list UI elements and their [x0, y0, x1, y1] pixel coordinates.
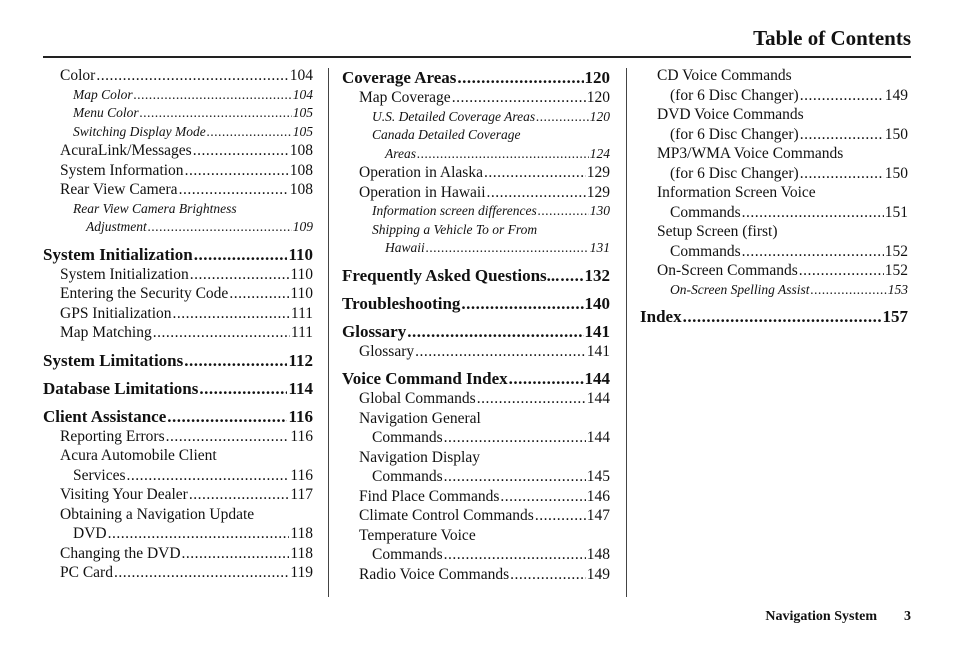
toc-entry-title: Areas — [385, 145, 416, 161]
toc-entry-title: Setup Screen (first) — [657, 223, 778, 240]
dot-leader — [173, 304, 290, 324]
dot-leader — [415, 342, 586, 362]
toc-entry[interactable] — [43, 141, 313, 161]
toc-heading[interactable] — [640, 307, 908, 327]
dot-leader — [184, 351, 287, 371]
dot-leader — [185, 161, 289, 181]
toc-entry-title: Coverage Areas — [342, 68, 457, 87]
toc-heading[interactable] — [43, 351, 313, 371]
toc-entry[interactable] — [640, 281, 908, 300]
toc-entry-page: 117 — [290, 486, 313, 503]
toc-entry-page: 149 — [884, 86, 908, 104]
dot-leader — [194, 245, 288, 265]
toc-entry-page: 114 — [288, 378, 313, 398]
toc-entry[interactable] — [342, 145, 610, 164]
toc-entry-title: Adjustment — [86, 219, 147, 234]
toc-entry[interactable] — [342, 342, 610, 362]
dot-leader — [457, 68, 583, 88]
toc-entry-title: GPS Initialization — [60, 304, 172, 322]
toc-entry[interactable] — [43, 218, 313, 237]
toc-entry-page: 152 — [884, 242, 908, 260]
toc-entry[interactable] — [342, 88, 610, 108]
toc-entry-page: 144 — [584, 369, 610, 388]
toc-entry[interactable] — [342, 108, 610, 127]
dot-leader — [509, 369, 584, 389]
toc-entry-page: 104 — [289, 67, 313, 84]
dot-leader — [193, 141, 289, 161]
toc-entry-page: 111 — [290, 324, 313, 341]
dot-leader — [742, 242, 884, 262]
page-title: Table of Contents — [753, 26, 911, 50]
dot-leader — [179, 180, 289, 200]
toc-entry-page: 110 — [290, 285, 313, 302]
toc-entry[interactable] — [640, 125, 908, 145]
dot-leader — [444, 545, 586, 565]
dot-leader — [140, 104, 292, 123]
toc-entry-page: 116 — [288, 406, 313, 426]
toc-entry-page: 118 — [290, 544, 313, 562]
toc-entry-title: Frequently Asked Questions... — [342, 265, 560, 285]
dot-leader — [229, 284, 289, 304]
toc-entry-title: Information Screen Voice — [657, 184, 816, 201]
toc-entry-title: Color — [60, 67, 96, 84]
toc-entry-title: AcuraLink/Messages — [60, 142, 192, 159]
toc-entry-title: Commands — [670, 242, 741, 260]
toc-entry-title: Commands — [372, 429, 443, 446]
toc-entry-page: 147 — [586, 507, 610, 524]
toc-entry-title: Rear View Camera Brightness — [73, 200, 237, 216]
toc-heading[interactable] — [43, 379, 313, 399]
toc-entry-page: 108 — [289, 181, 313, 198]
dot-leader — [148, 218, 292, 237]
toc-entry-title: Reporting Errors — [60, 427, 165, 445]
toc-entry-page: 120 — [584, 68, 610, 87]
toc-entry[interactable] — [342, 448, 610, 468]
toc-column-1 — [43, 66, 313, 583]
toc-entry-page: 129 — [586, 183, 610, 201]
toc-entry-title: Voice Command Index — [342, 369, 508, 388]
dot-leader — [189, 485, 290, 505]
toc-entry-page: 129 — [586, 164, 610, 181]
toc-entry[interactable] — [43, 265, 313, 285]
toc-heading[interactable] — [342, 294, 610, 314]
toc-entry-page: 108 — [289, 142, 313, 159]
dot-leader — [800, 86, 884, 106]
toc-entry[interactable] — [640, 242, 908, 262]
toc-entry-title: Rear View Camera — [60, 181, 178, 198]
toc-entry[interactable] — [342, 526, 610, 546]
toc-entry[interactable] — [43, 284, 313, 304]
toc-entry-title: PC Card — [60, 564, 113, 581]
dot-leader — [487, 183, 586, 203]
toc-entry[interactable] — [342, 467, 610, 487]
toc-entry[interactable] — [43, 427, 313, 447]
toc-entry[interactable] — [342, 183, 610, 203]
toc-entry[interactable] — [342, 565, 610, 585]
dot-leader — [426, 239, 589, 258]
page-footer — [765, 609, 911, 625]
toc-entry-page: 110 — [290, 265, 313, 283]
toc-entry-title: (for 6 Disc Changer) — [670, 125, 799, 143]
toc-entry-page: 148 — [586, 546, 610, 563]
toc-entry-title: Hawaii — [385, 240, 425, 255]
dot-leader — [166, 427, 290, 447]
dot-leader — [407, 322, 583, 342]
toc-entry[interactable] — [342, 163, 610, 183]
toc-entry-page: 144 — [586, 429, 610, 446]
toc-entry-title: DVD — [73, 525, 107, 542]
toc-entry[interactable] — [43, 66, 313, 86]
toc-entry-title: Database Limitations — [43, 378, 199, 398]
toc-entry[interactable] — [342, 221, 610, 240]
dot-leader — [134, 86, 292, 105]
toc-entry-title: U.S. Detailed Coverage Areas — [372, 108, 536, 124]
toc-entry-title: Index — [640, 307, 682, 326]
dot-leader — [560, 266, 583, 286]
page-number: 3 — [904, 609, 911, 624]
toc-entry-page: 132 — [584, 265, 610, 285]
toc-entry[interactable] — [342, 545, 610, 565]
toc-entry[interactable] — [342, 239, 610, 258]
toc-entry[interactable] — [43, 180, 313, 200]
toc-entry[interactable] — [43, 446, 313, 466]
toc-entry-page: 110 — [288, 244, 313, 264]
toc-entry-page: 150 — [884, 125, 908, 143]
toc-entry[interactable] — [640, 183, 908, 203]
toc-entry-page: 116 — [290, 427, 313, 445]
toc-entry-title: Acura Automobile Client — [60, 447, 217, 464]
column-divider-right — [626, 68, 627, 597]
toc-entry[interactable] — [640, 164, 908, 184]
toc-entry[interactable] — [43, 200, 313, 219]
toc-entry[interactable] — [43, 466, 313, 486]
dot-leader — [536, 108, 589, 127]
toc-entry-title: (for 6 Disc Changer) — [670, 164, 799, 182]
toc-entry[interactable] — [43, 86, 313, 105]
toc-entry-title: On-Screen Spelling Assist — [670, 281, 810, 297]
toc-entry-title: On-Screen Commands — [657, 262, 798, 279]
dot-leader — [510, 565, 586, 585]
toc-entry-title: Menu Color — [73, 105, 139, 120]
toc-entry[interactable] — [342, 506, 610, 526]
toc-entry-page: 141 — [586, 342, 610, 360]
toc-entry-title: Client Assistance — [43, 406, 167, 426]
toc-entry[interactable] — [342, 126, 610, 145]
dot-leader — [538, 202, 589, 221]
dot-leader — [207, 123, 292, 142]
toc-entry-title: Climate Control Commands — [359, 507, 534, 524]
dot-leader — [167, 407, 287, 427]
dot-leader — [477, 389, 586, 409]
dot-leader — [444, 467, 586, 487]
toc-entry-title: (for 6 Disc Changer) — [670, 86, 799, 104]
toc-entry-title: Temperature Voice — [359, 526, 476, 544]
toc-entry-page: 108 — [289, 161, 313, 179]
dot-leader — [190, 265, 290, 285]
toc-entry-page: 124 — [589, 145, 610, 161]
toc-entry[interactable] — [640, 222, 908, 242]
toc-entry-title: Glossary — [359, 342, 415, 360]
toc-entry[interactable] — [640, 86, 908, 106]
toc-entry-page: 141 — [584, 321, 610, 341]
toc-entry[interactable] — [640, 261, 908, 281]
toc-entry-page: 118 — [290, 525, 313, 542]
dot-leader — [127, 466, 290, 486]
toc-entry-title: Operation in Alaska — [359, 164, 483, 181]
dot-leader — [800, 164, 884, 184]
toc-heading[interactable] — [342, 322, 610, 342]
footer-section-label: Navigation System — [765, 609, 877, 624]
column-divider-left — [328, 68, 329, 597]
toc-heading[interactable] — [43, 245, 313, 265]
toc-entry-page: 105 — [292, 105, 313, 120]
toc-entry-title: Commands — [670, 203, 741, 221]
toc-entry-page: 116 — [290, 466, 313, 484]
dot-leader — [535, 506, 586, 526]
toc-entry-title: Map Matching — [60, 324, 152, 341]
toc-entry-title: Radio Voice Commands — [359, 565, 510, 583]
dot-leader — [484, 163, 586, 183]
toc-entry[interactable] — [43, 123, 313, 142]
toc-entry[interactable] — [43, 524, 313, 544]
toc-entry-title: Canada Detailed Coverage — [372, 127, 521, 142]
toc-entry-title: Map Coverage — [359, 89, 451, 106]
dot-leader — [683, 307, 882, 327]
toc-entry[interactable] — [342, 409, 610, 429]
toc-entry[interactable] — [640, 144, 908, 164]
toc-entry-title: Commands — [372, 546, 443, 563]
dot-leader — [417, 145, 589, 164]
toc-entry-page: 151 — [884, 203, 908, 221]
toc-entry[interactable] — [43, 323, 313, 343]
toc-entry[interactable] — [43, 161, 313, 181]
toc-entry[interactable] — [43, 104, 313, 123]
toc-entry-page: 119 — [290, 564, 313, 581]
toc-heading[interactable] — [342, 369, 610, 389]
toc-entry-page: 130 — [589, 203, 610, 218]
toc-entry-page: 120 — [586, 89, 610, 106]
toc-entry-title: Information screen differences — [372, 203, 537, 218]
toc-entry-title: System Limitations — [43, 350, 184, 370]
toc-entry[interactable] — [640, 105, 908, 125]
toc-entry-page: 149 — [586, 565, 610, 583]
toc-entry-title: MP3/WMA Voice Commands — [657, 145, 844, 162]
toc-entry-page: 152 — [884, 262, 908, 279]
toc-entry-title: Commands — [372, 468, 443, 485]
dot-leader — [444, 428, 586, 448]
dot-leader — [500, 487, 585, 507]
toc-entry-title: CD Voice Commands — [657, 67, 792, 84]
toc-entry-page: 157 — [882, 307, 908, 326]
toc-entry-page: 111 — [290, 304, 313, 322]
toc-entry-page: 146 — [586, 487, 610, 505]
toc-entry-title: Obtaining a Navigation Update — [60, 505, 255, 523]
toc-entry-title: DVD Voice Commands — [657, 106, 804, 123]
dot-leader — [108, 524, 290, 544]
toc-entry[interactable] — [342, 202, 610, 221]
toc-entry-page: 145 — [586, 468, 610, 485]
toc-entry-page: 120 — [589, 108, 610, 124]
toc-entry[interactable] — [342, 389, 610, 409]
toc-entry-title: Switching Display Mode — [73, 123, 206, 139]
dot-leader — [799, 261, 884, 281]
toc-column-3 — [640, 66, 908, 327]
toc-entry[interactable] — [43, 505, 313, 525]
dot-leader — [199, 379, 287, 399]
dot-leader — [153, 323, 290, 343]
dot-leader — [461, 294, 583, 314]
toc-entry-title: Map Color — [73, 86, 133, 102]
toc-entry-page: 131 — [589, 240, 610, 255]
toc-entry-page: 109 — [292, 219, 313, 234]
toc-entry-page: 150 — [884, 164, 908, 182]
dot-leader — [742, 203, 884, 223]
toc-entry[interactable] — [43, 304, 313, 324]
toc-entry-page: 144 — [586, 390, 610, 407]
dot-leader — [800, 125, 884, 145]
toc-entry-title: Shipping a Vehicle To or From — [372, 221, 538, 237]
dot-leader — [96, 66, 288, 86]
toc-entry-title: Visiting Your Dealer — [60, 486, 188, 503]
dot-leader — [810, 281, 886, 300]
toc-entry-page: 105 — [292, 123, 313, 139]
toc-heading[interactable] — [342, 266, 610, 286]
toc-entry-page: 153 — [887, 281, 908, 297]
toc-entry-title: Global Commands — [359, 390, 476, 407]
toc-entry-title: Find Place Commands — [359, 487, 500, 505]
toc-entry-title: System Information — [60, 161, 184, 179]
toc-entry-title: Troubleshooting — [342, 293, 461, 313]
toc-entry[interactable] — [342, 487, 610, 507]
dot-leader — [114, 563, 289, 583]
toc-entry-title: Services — [73, 466, 126, 484]
header-rule — [43, 56, 911, 58]
toc-entry-title: Entering the Security Code — [60, 285, 229, 302]
toc-entry-title: Changing the DVD — [60, 544, 181, 562]
dot-leader — [182, 544, 290, 564]
toc-entry[interactable] — [640, 203, 908, 223]
toc-entry-title: Operation in Hawaii — [359, 183, 486, 201]
toc-heading[interactable] — [43, 407, 313, 427]
dot-leader — [452, 88, 586, 108]
toc-entry-page: 112 — [288, 350, 313, 370]
toc-entry-page: 140 — [584, 293, 610, 313]
toc-column-2 — [342, 66, 610, 584]
toc-entry-title: Navigation Display — [359, 448, 480, 466]
toc-entry[interactable] — [43, 485, 313, 505]
toc-entry-title: Glossary — [342, 321, 407, 341]
toc-entry[interactable] — [342, 428, 610, 448]
toc-entry[interactable] — [43, 563, 313, 583]
toc-entry-title: System Initialization — [60, 265, 189, 283]
toc-entry-page: 104 — [292, 86, 313, 102]
toc-entry[interactable] — [43, 544, 313, 564]
toc-entry-title: Navigation General — [359, 409, 481, 427]
toc-heading[interactable] — [342, 68, 610, 88]
toc-entry-title: System Initialization — [43, 244, 193, 264]
toc-entry[interactable] — [640, 66, 908, 86]
